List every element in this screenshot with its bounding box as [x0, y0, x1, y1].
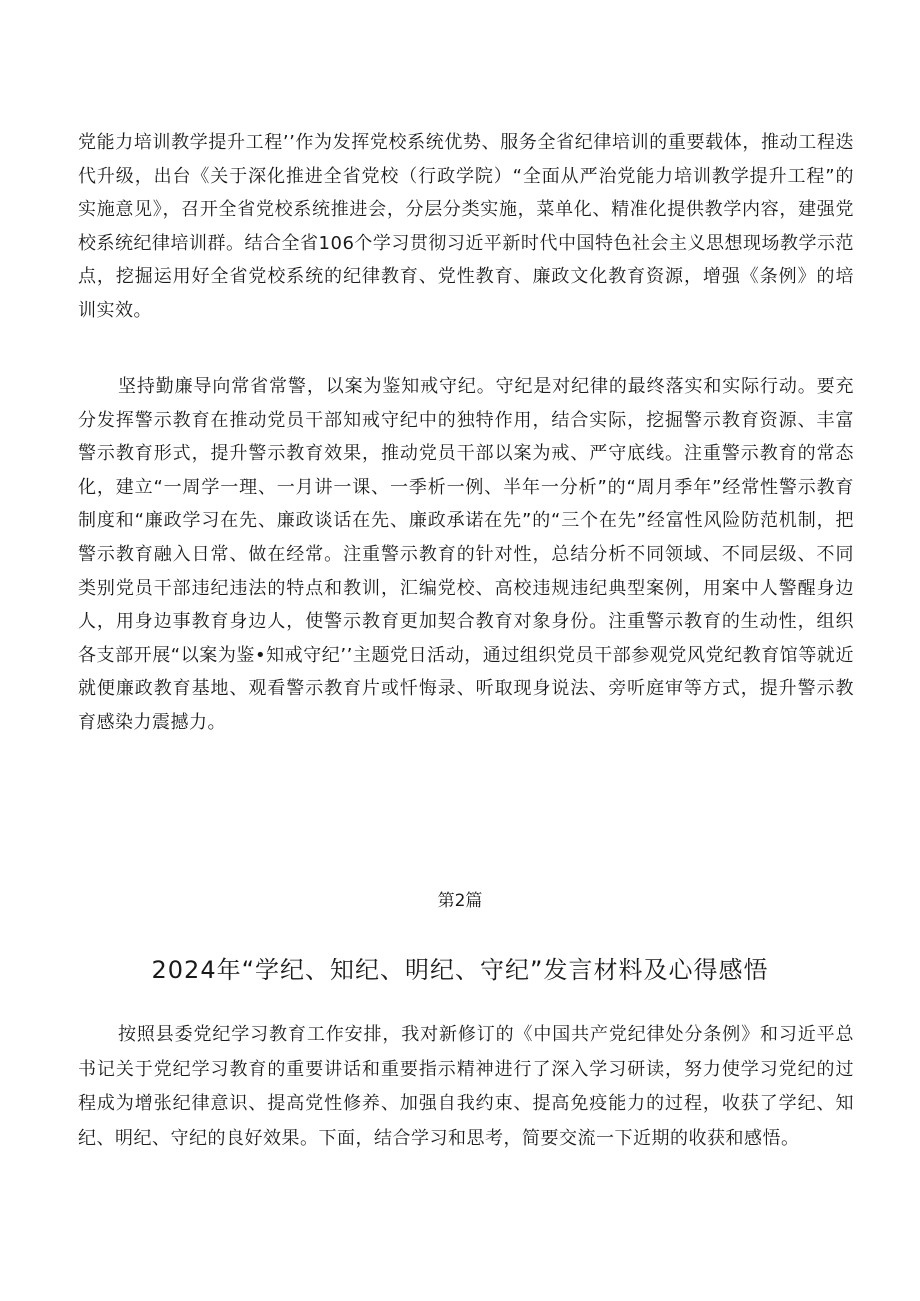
paragraph-3: 按照县委党纪学习教育工作安排，我对新修订的《中国共产党纪律处分条例》和习近平总书记关于党纪学习教育的重要讲话和重要指示精神进行了深入学习研读，努力使学习党纪的过程成为增张纪律意识、提高党性修养、加强自我约束、提高免疫能力的过程，收获了学纪、知纪、明纪、守纪的良好效果。下面，结合学习和思考，简要交流一下近期的收获和感悟。 — [78, 1024, 854, 1149]
section-label: 第2篇 — [437, 891, 483, 911]
document-title: 2024年“学纪、知纪、明纪、守纪”发言材料及心得感悟 — [151, 956, 769, 984]
paragraph-1: 党能力培训教学提升工程’’作为发挥党校系统优势、服务全省纪律培训的重要载体，推动工程迭代升级，出台《关于深化推进全省党校（行政学院）“全面从严治党能力培训教学提升工程”的实施意见》，召开全省党校系统推进会，分层分类实施，菜单化、精准化提供教学内容，建强党校系统纪律培训群。结合全省106个学习贯彻习近平新时代中国特色社会主义思想现场教学示范点，挖掘运用好全省党校系统的纪律教育、党性教育、廉政文化教育资源，增强《条例》的培训实效。 — [78, 132, 854, 321]
paragraph-2: 坚持勤廉导向常省常警，以案为鉴知戒守纪。守纪是对纪律的最终落实和实际行动。要充分发挥警示教育在推动党员干部知戒守纪中的独特作用，结合实际，挖掘警示教育资源、丰富警示教育形式，提升警示教育效果，推动党员干部以案为戒、严守底线。注重警示教育的常态化，建立“一周学一理、一月讲一课、一季析一例、半年一分析”的“周月季年”经常性警示教育制度和“廉政学习在先、廉政谈话在先、廉政承诺在先”的“三个在先”经富性风险防范机制，把警示教育融入日常、做在经常。注重警示教育的针对性，总结分析不同领域、不同层级、不同类别党员干部违纪违法的特点和教训，汇编党校、高校违规违纪典型案例，用案中人警醒身边人，用身边事教育身边人，使警示教育更加契合教育对象身份。注重警示教育的生动性，组织各支部开展“以案为鉴•知戒守纪’’主题党日活动，通过组织党员干部参观党风党纪教育馆等就近就便廉政教育基地、观看警示教育片或忏悔录、听取现身说法、旁听庭审等方式，提升警示教育感染力震撼力。 — [78, 376, 854, 733]
